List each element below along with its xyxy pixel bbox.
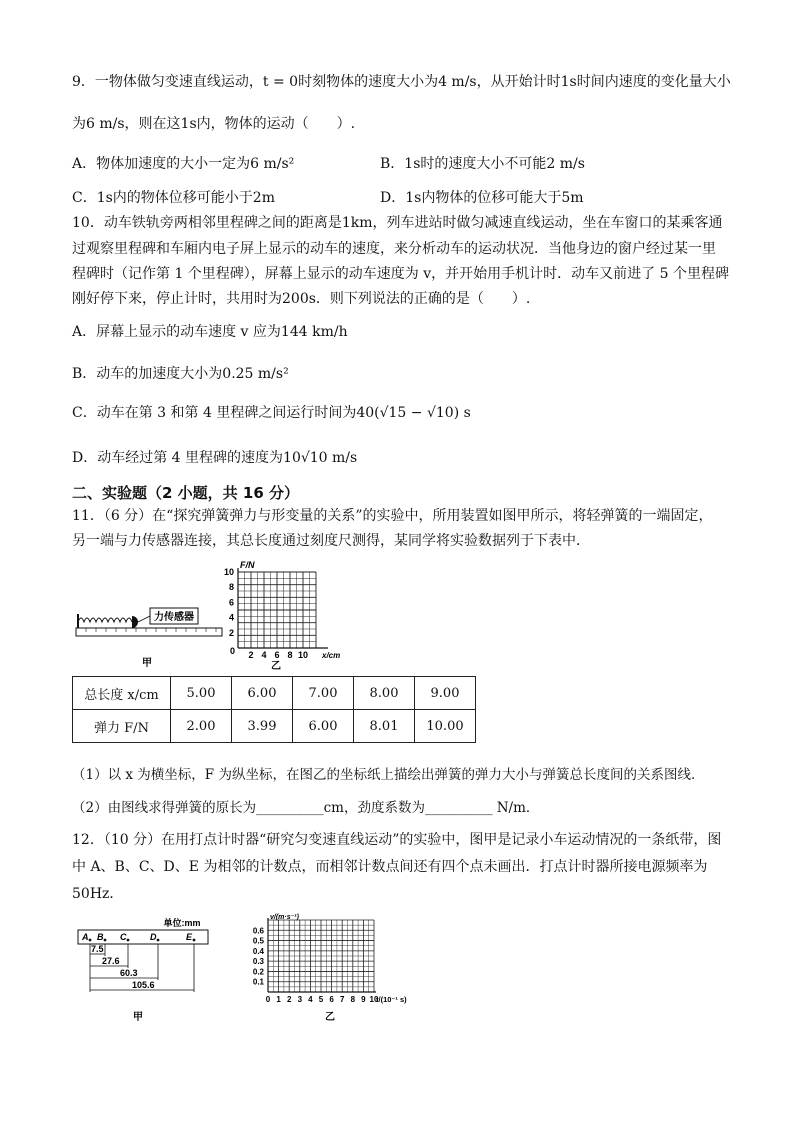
table-cell: 2.00: [171, 710, 232, 743]
x-axis-label: t/(10⁻¹ s): [376, 995, 407, 1004]
y-tick-label: 0.4: [252, 946, 264, 956]
x-axis-label: x/cm: [322, 651, 341, 660]
q10-option-d: D．动车经过第 4 里程碑的速度为10√10 m/s: [72, 450, 358, 466]
y-tick-label: 0.5: [252, 936, 264, 946]
x-tick-label: 1: [276, 995, 281, 1004]
q10-option-b: B．动车的加速度大小为0.25 m/s²: [72, 366, 289, 382]
q12-stem-line2: 中 A、B、C、D、E 为相邻的计数点，而相邻计数点间还有四个点未画出．打点计时器所接电源频率为: [72, 859, 708, 875]
fig-jia-label: 甲: [133, 1012, 143, 1023]
q9-stem-line2: 为6 m/s，则在这1s内，物体的运动（ ）.: [72, 116, 356, 132]
y-tick-label: 4: [228, 612, 234, 623]
sensor-label: 力传感器: [154, 612, 194, 623]
q11-sub2: （2）由图线求得弹簧的原长为__________cm，劲度系数为__________ N/m．: [72, 800, 540, 816]
dim-label: 105.6: [132, 980, 155, 990]
spring-apparatus-figure: [72, 600, 232, 670]
table-cell: 8.00: [354, 677, 415, 710]
tape-points: [81, 932, 195, 942]
table-row: [73, 677, 476, 710]
tape-point-label: C: [120, 932, 127, 942]
q9-option-b: B．1s时的速度大小不可能2 m/s: [380, 156, 585, 172]
section-heading: 二、实验题（2 小题，共 16 分）: [72, 484, 299, 502]
dim-label: 60.3: [120, 968, 138, 978]
q12-stem-line3: 50Hz．: [72, 886, 124, 902]
row-header-length: 总长度 x/cm: [73, 677, 171, 710]
dim-label: 27.6: [102, 956, 120, 966]
q10-stem-line1: 10．动车铁轨旁两相邻里程碑之间的距离是1km，列车进站时做匀减速直线运动，坐在车窗口的某乘客通: [72, 215, 723, 231]
sensor-hook: [132, 616, 138, 628]
paper-tape-figure: [74, 912, 224, 1024]
y-tick-label: 0.3: [252, 957, 264, 967]
x-tick-label: 6: [274, 650, 280, 660]
row-header-force: 弹力 F/N: [73, 710, 171, 743]
x-tick-label: 4: [308, 995, 313, 1004]
data-table: [72, 676, 476, 743]
q10-stem-line4: 刚好停下来，停止计时，共用时为200s．则下列说法的正确的是（ ）.: [72, 291, 531, 307]
fig-jia-label: 甲: [142, 658, 152, 669]
table-cell: 6.00: [232, 677, 293, 710]
x-tick-label: 6: [329, 995, 334, 1004]
velocity-time-grid-figure: [244, 912, 434, 1024]
q9-option-c: C．1s内的物体位移可能小于2m: [72, 190, 275, 206]
table-cell: 6.00: [293, 710, 354, 743]
table-cell: 3.99: [232, 710, 293, 743]
tape-point-label: E: [186, 932, 193, 942]
q11-sub1: （1）以 x 为横坐标，F 为纵坐标，在图乙的坐标纸上描绘出弹簧的弹力大小与弹簧总长度间的关系图线．: [72, 767, 705, 783]
table-cell: 9.00: [415, 677, 476, 710]
y-axis-label: v/(m·s⁻¹): [270, 914, 299, 921]
x-tick-label: 8: [287, 650, 293, 660]
origin-label: 0: [230, 646, 236, 656]
fig-yi-label: 乙: [271, 661, 281, 672]
q12-stem-line1: 12．（10 分）在用打点计时器“研究匀变速直线运动”的实验中，图甲是记录小车运动情况的一条纸带，图: [72, 832, 722, 848]
y-tick-label: 6: [228, 597, 234, 608]
q9-option-a: A．物体加速度的大小一定为6 m/s²: [72, 156, 295, 172]
y-tick-label: 2: [228, 627, 234, 638]
tape-point-label: D: [150, 932, 157, 942]
force-length-grid-figure: [218, 560, 358, 672]
tape-point-label: B: [97, 932, 104, 942]
y-tick-label: 0.2: [252, 967, 264, 977]
x-tick-label: 9: [361, 995, 366, 1004]
dim-label: 7.5: [91, 944, 104, 954]
q11-stem-line2: 另一端与力传感器连接，其总长度通过刻度尺测得，某同学将实验数据列于下表中．: [72, 533, 590, 549]
y-tick-label: 0.6: [252, 926, 264, 936]
x-tick-label: 5: [318, 995, 324, 1004]
tape-unit-label: 单位:mm: [163, 918, 201, 928]
q9-stem-line1: 9．一物体做匀变速直线运动，t = 0时刻物体的速度大小为4 m/s，从开始计时1s时间内速度的变化量大小: [72, 74, 731, 90]
q11-stem-line1: 11．（6 分）在“探究弹簧弹力与形变量的关系”的实验中，所用装置如图甲所示，将轻弹簧的一端固定，: [72, 508, 713, 524]
q10-option-a: A．屏幕上显示的动车速度 v 应为144 km/h: [72, 324, 348, 340]
table-cell: 5.00: [171, 677, 232, 710]
y-tick-label: 10: [223, 567, 234, 577]
x-tick-label: 10: [369, 995, 379, 1004]
table-cell: 8.01: [354, 710, 415, 743]
grid-lines: [268, 920, 374, 992]
q10-stem-line2: 过观察里程碑和车厢内电子屏上显示的动车的速度，来分析动车的运动状况．当他身边的窗户经过某一里: [72, 241, 716, 257]
table-cell: 10.00: [415, 710, 476, 743]
q10-stem-line3: 程碑时（记作第 1 个里程碑），屏幕上显示的动车速度为 v，并开始用手机计时．动车又前进了 5 个里程碑: [72, 266, 729, 282]
x-tick-label: 7: [339, 995, 345, 1004]
x-tick-label: 0: [265, 995, 271, 1004]
table-row: [73, 710, 476, 743]
ruler-bar: [76, 628, 222, 636]
q9-option-d: D．1s内物体的位移可能大于5m: [380, 190, 584, 206]
y-tick-label: 0.1: [252, 977, 264, 987]
x-tick-label: 8: [350, 995, 356, 1004]
tape-point-label: A: [82, 932, 89, 942]
q10-option-c: C．动车在第 3 和第 4 里程碑之间运行时间为40(√15 − √10) s: [72, 405, 471, 421]
fig-yi-label: 乙: [325, 1012, 335, 1023]
ruler-ticks: [86, 628, 216, 632]
y-axis-label: F/N: [240, 560, 255, 570]
x-tick-label: 2: [248, 650, 254, 660]
x-tick-label: 2: [286, 995, 292, 1004]
y-tick-label: 8: [228, 582, 234, 593]
x-tick-label: 10: [297, 650, 309, 660]
x-tick-label: 3: [297, 995, 303, 1004]
grid-lines: [238, 572, 316, 648]
spring-coil: [78, 618, 132, 622]
x-tick-label: 4: [261, 650, 267, 660]
table-cell: 7.00: [293, 677, 354, 710]
